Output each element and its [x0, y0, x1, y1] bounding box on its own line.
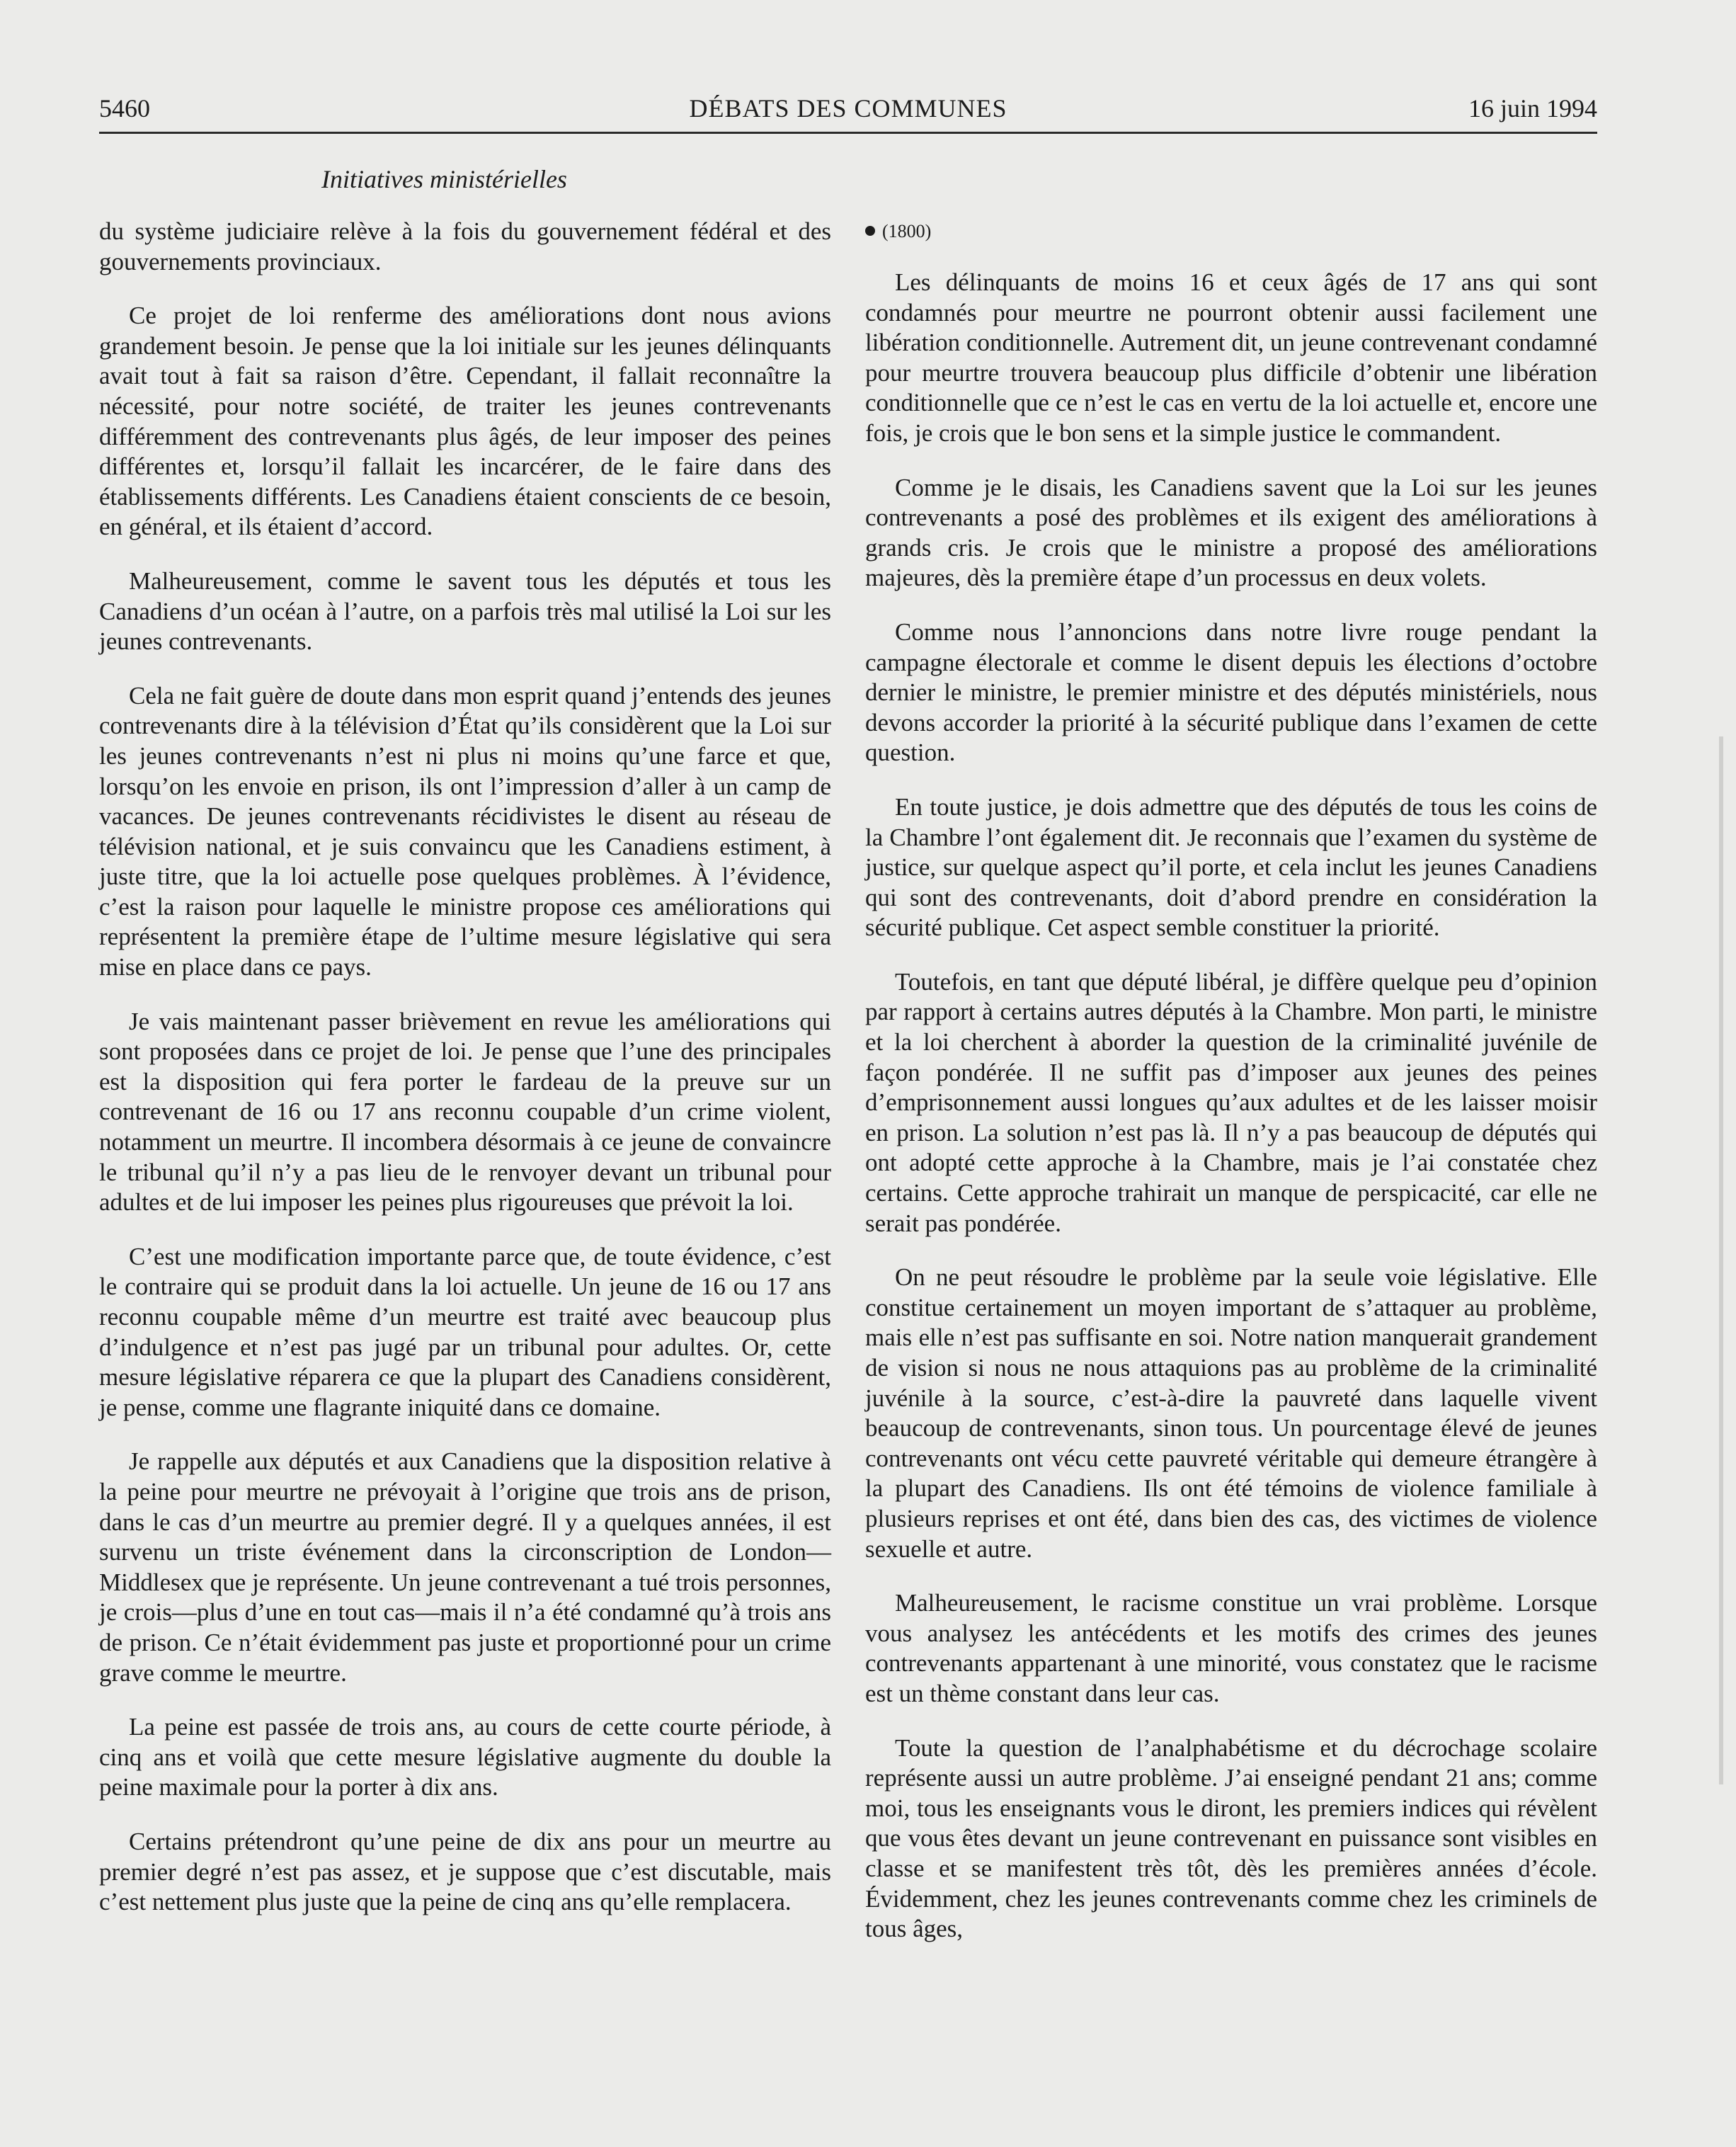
paragraph: En toute justice, je dois admettre que des députés de tous les coins de la Chambre l’ont également dit. Je reconnais que l’examen du système de justice, sur quelque aspect qu’il porte, et cela inclut les jeunes Canadiens qui sont des contrevenants, doit d’abord prendre en considération la sécurité publique. Cet aspect semble constituer la priorité. — [865, 792, 1597, 942]
paragraph: C’est une modification importante parce que, de toute évidence, c’est le contraire qui se produit dans la loi actuelle. Un jeune de 16 ou 17 ans reconnu coupable même d’un meurtre est traité avec beaucoup plus d’indulgence et n’est pas jugé par un tribunal pour adultes. Or, cette mesure législative réparera ce que la plupart des Canadiens considèrent, je pense, comme une flagrante iniquité dans ce domaine. — [99, 1242, 831, 1421]
left-column — [99, 217, 831, 1918]
paragraph: Je vais maintenant passer brièvement en revue les améliorations qui sont proposées dans ce projet de loi. Je pense que l’une des principales est la disposition qui fera porter le fardeau de la preuve sur un contrevenant de 16 ou 17 ans reconnu coupable d’un crime violent, notamment un meurtre. Il incombera désormais à ce jeune de convaincre le tribunal qu’il n’y a pas lieu de le renvoyer devant un tribunal pour adultes et de lui imposer les peines plus rigoureuses que prévoit la loi. — [99, 1007, 831, 1217]
paragraph: Malheureusement, le racisme constitue un vrai problème. Lorsque vous analysez les antécédents et les motifs des crimes des jeunes contrevenants appartenant à une minorité, vous constatez que le racisme est un thème constant dans leur cas. — [865, 1589, 1597, 1707]
time-marker-text: (1800) — [882, 221, 932, 241]
paragraph: Toutefois, en tant que député libéral, je diffère quelque peu d’opinion par rapport à certains autres députés à la Chambre. Mon parti, le ministre et la loi cherchent à aborder la question de la criminalité juvénile de façon pondérée. Il ne suffit pas d’imposer aux jeunes des peines d’emprisonnement aussi longues qu’aux adultes et de les laisser moisir en prison. La solution n’est pas là. Il n’y a pas beaucoup de députés qui ont adopté cette approche à la Chambre, mais je l’ai constatée chez certains. Cette approche trahirait un manque de perspicacité, car elle ne serait pas pondérée. — [865, 967, 1597, 1237]
paragraph: Comme je le disais, les Canadiens savent que la Loi sur les jeunes contrevenants a posé des problèmes et ils exigent des améliorations à grands cris. Je crois que le ministre a proposé des améliorations majeures, dès la première étape d’un processus en deux volets. — [865, 473, 1597, 592]
paragraph: Malheureusement, comme le savent tous les députés et tous les Canadiens d’un océan à l’autre, on a parfois très mal utilisé la Loi sur les jeunes contrevenants. — [99, 566, 831, 656]
paragraph: Les délinquants de moins 16 et ceux âgés de 17 ans qui sont condamnés pour meurtre ne pourront obtenir aussi facilement une libération conditionnelle. Autrement dit, un jeune contrevenant condamné pour meurtre trouvera beaucoup plus difficile d’obtenir une libération conditionnelle que ce n’est le cas en vertu de la loi actuelle et, encore une fois, je crois que le bon sens et la simple justice le commandent. — [865, 268, 1597, 447]
paragraph: On ne peut résoudre le problème par la seule voie législative. Elle constitue certainement un moyen important de s’attaquer au problème, mais elle n’est pas suffisante en soi. Notre nation manquerait grandement de vision si nous ne nous attaquions pas au problème de la criminalité juvénile à la source, c’est-à-dire la pauvreté dans laquelle vivent beaucoup de contrevenants, sinon tous. Un pourcentage élevé de jeunes contrevenants ont vécu cette pauvreté véritable qui demeure étrangère à la plupart des Canadiens. Ils ont été témoins de violence familiale à plusieurs reprises et ont été, dans bien des cas, des victimes de violence sexuelle et autre. — [865, 1263, 1597, 1563]
paragraph: du système judiciaire relève à la fois du gouvernement fédéral et des gouvernements provinciaux. — [99, 217, 831, 275]
right-column — [865, 217, 1597, 1944]
paragraph: Comme nous l’annoncions dans notre livre rouge pendant la campagne électorale et comme le disent depuis les élections d’octobre dernier le ministre, le premier ministre et des députés ministériels, nous devons accorder la priorité à la sécurité publique dans l’examen de cette question. — [865, 617, 1597, 767]
paragraph: Ce projet de loi renferme des améliorations dont nous avions grandement besoin. Je pense que la loi initiale sur les jeunes délinquants avait tout à fait sa raison d’être. Cependant, il fallait reconnaître la nécessité, pour notre société, de traiter les jeunes contrevenants différemment des contrevenants plus âgés, de leur imposer des peines différentes et, lorsqu’il fallait les incarcérer, de le faire dans des établissements différents. Les Canadiens étaient conscients de ce besoin, en général, et ils étaient d’accord. — [99, 302, 831, 541]
paragraph: Certains prétendront qu’une peine de dix ans pour un meurtre au premier degré n’est pas assez, et je suppose que c’est discutable, mais c’est nettement plus juste que la peine de cinq ans qu’elle remplacera. — [99, 1827, 831, 1916]
header-rule — [99, 132, 1597, 134]
paragraph: Toute la question de l’analphabétisme et du décrochage scolaire représente aussi un autre problème. J’ai enseigné pendant 21 ans; comme moi, tous les enseignants vous le diront, les premiers indices qui révèlent que vous êtes devant un jeune contrevenant en puissance sont visibles en classe et se manifestent très tôt, dès les premières années d’école. Évidemment, chez les jeunes contrevenants comme chez les criminels de tous âges, — [865, 1733, 1597, 1943]
paragraph: Je rappelle aux députés et aux Canadiens que la disposition relative à la peine pour meurtre ne prévoyait à l’origine que trois ans de prison, dans le cas d’un meurtre au premier degré. Il y a quelques années, il est survenu un triste événement dans la circonscription de London—Middlesex que je représente. Un jeune contrevenant a tué trois personnes, je crois—plus d’une en tout cas—mais il n’a été condamné qu’à trois ans de prison. Ce n’était évidemment pas juste et proportionné pour un crime grave comme le meurtre. — [99, 1447, 831, 1687]
paragraph: La peine est passée de trois ans, au cours de cette courte période, à cinq ans et voilà que cette mesure législative augmente du double la peine maximale pour la porter à dix ans. — [99, 1713, 831, 1801]
scan-edge-mark — [1719, 736, 1723, 1784]
page-header — [99, 93, 1597, 130]
bullet-icon — [865, 226, 875, 236]
paragraph: Cela ne fait guère de doute dans mon esprit quand j’entends des jeunes contrevenants dire à la télévision d’État qu’ils considèrent que la Loi sur les jeunes contrevenants n’est ni plus ni moins qu’une farce et que, lorsqu’on les envoie en prison, ils ont l’impression d’aller à un camp de vacances. De jeunes contrevenants récidivistes le disent au réseau de télévision national, et je suis convaincu que les Canadiens estiment, à juste titre, que la loi actuelle pose quelques problèmes. À l’évidence, c’est la raison pour laquelle le ministre propose ces améliorations qui représentent la première étape de l’ultime mesure législative qui sera mise en place dans ce pays. — [99, 681, 831, 981]
section-label: Initiatives ministérielles — [321, 165, 567, 193]
publication-title: DÉBATS DES COMMUNES — [689, 94, 1007, 123]
time-marker — [865, 217, 1597, 246]
publication-date: 16 juin 1994 — [1468, 94, 1597, 123]
page-number: 5460 — [99, 94, 150, 123]
